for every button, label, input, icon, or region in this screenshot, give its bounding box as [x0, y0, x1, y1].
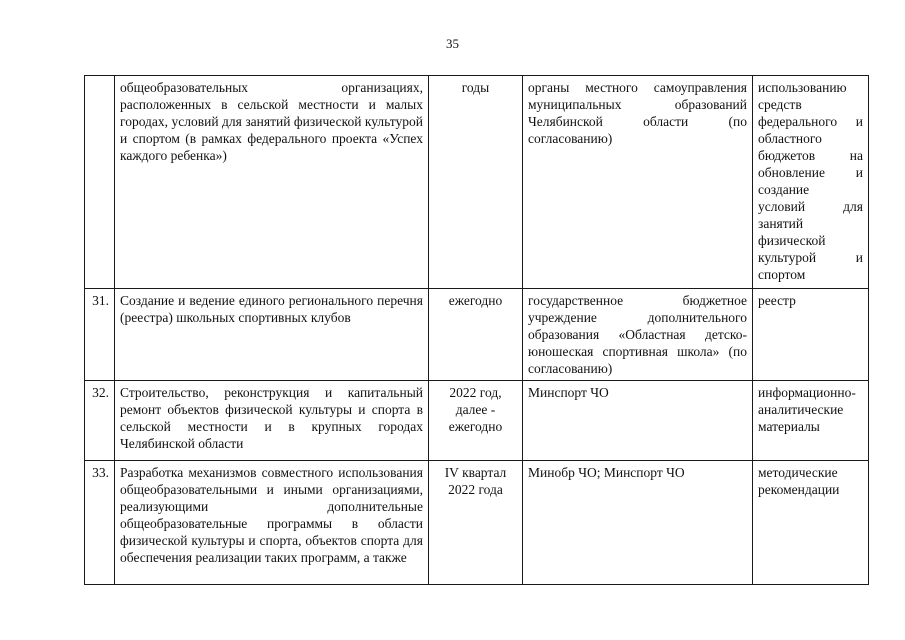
row-number: 31. — [85, 289, 115, 381]
page-number: 35 — [446, 36, 459, 51]
result-line — [758, 384, 863, 401]
row-number — [85, 76, 115, 289]
result-line — [758, 249, 863, 266]
result-word: и — [855, 165, 863, 180]
result-line — [758, 232, 863, 249]
term-cell: годы — [429, 76, 523, 289]
result-line — [758, 464, 863, 481]
table-row — [85, 289, 869, 381]
result-word: и — [855, 114, 863, 129]
result-line — [758, 292, 863, 309]
result-word: средств — [758, 97, 802, 112]
responsible-cell: органы местного самоуправления муниципальных образований Челябинской области (по согласованию) — [523, 76, 753, 289]
term-cell: IV квартал 2022 года — [429, 461, 523, 585]
table-row — [85, 461, 869, 585]
activity-cell: общеобразовательных организациях, расположенных в сельской местности и малых городах, условий для занятий физической культурой и спортом (в рамках федерального проекта «Успех каждого ребенка») — [115, 76, 429, 289]
result-word: реестр — [758, 293, 796, 308]
table-row — [85, 381, 869, 461]
result-line — [758, 215, 863, 232]
measures-table — [84, 75, 869, 585]
result-line — [758, 481, 863, 498]
result-word: культурой — [758, 250, 817, 265]
result-word: использованию — [758, 80, 847, 95]
result-line — [758, 113, 863, 130]
responsible-cell: Минспорт ЧО — [523, 381, 753, 461]
result-word: на — [849, 148, 863, 163]
table-row — [85, 76, 869, 289]
result-line — [758, 266, 863, 283]
result-line — [758, 418, 863, 435]
result-word: физической — [758, 233, 826, 248]
result-word: занятий — [758, 216, 804, 231]
result-line — [758, 181, 863, 198]
result-word: условий — [758, 199, 806, 214]
result-word: материалы — [758, 419, 820, 434]
result-word: создание — [758, 182, 810, 197]
row-number: 32. — [85, 381, 115, 461]
responsible-cell: государственное бюджетное учреждение дополнительного образования «Областная детско-юношеская спортивная школа» (по согласованию) — [523, 289, 753, 381]
term-cell: ежегодно — [429, 289, 523, 381]
result-word: спортом — [758, 267, 806, 282]
activity-cell: Строительство, реконструкция и капитальный ремонт объектов физической культуры и спорта в сельской местности и в крупных городах Челябинской области — [115, 381, 429, 461]
responsible-cell: Минобр ЧО; Минспорт ЧО — [523, 461, 753, 585]
result-cell — [753, 289, 869, 381]
activity-cell: Разработка механизмов совместного использования общеобразовательными и иными организациями, реализующими дополнительные общеобразовательные программы в области физической культуры и спорта, объектов спорта для обеспечения реализации таких программ, а также — [115, 461, 429, 585]
result-cell — [753, 381, 869, 461]
result-word: обновление — [758, 165, 825, 180]
result-cell — [753, 76, 869, 289]
result-line — [758, 79, 863, 96]
result-line — [758, 198, 863, 215]
activity-cell: Создание и ведение единого регионального перечня (реестра) школьных спортивных клубов — [115, 289, 429, 381]
result-word: информационно- — [758, 385, 856, 400]
result-word: рекомендации — [758, 482, 840, 497]
result-word: бюджетов — [758, 148, 816, 163]
result-line — [758, 130, 863, 147]
result-cell — [753, 461, 869, 585]
result-line — [758, 164, 863, 181]
term-cell: 2022 год, далее - ежегодно — [429, 381, 523, 461]
result-word: методические — [758, 465, 838, 480]
result-line — [758, 96, 863, 113]
result-word: федерального — [758, 114, 838, 129]
result-line — [758, 401, 863, 418]
result-word: и — [855, 250, 863, 265]
result-word: аналитические — [758, 402, 844, 417]
result-word: областного — [758, 131, 822, 146]
result-line — [758, 147, 863, 164]
result-word: для — [843, 199, 863, 214]
row-number: 33. — [85, 461, 115, 585]
